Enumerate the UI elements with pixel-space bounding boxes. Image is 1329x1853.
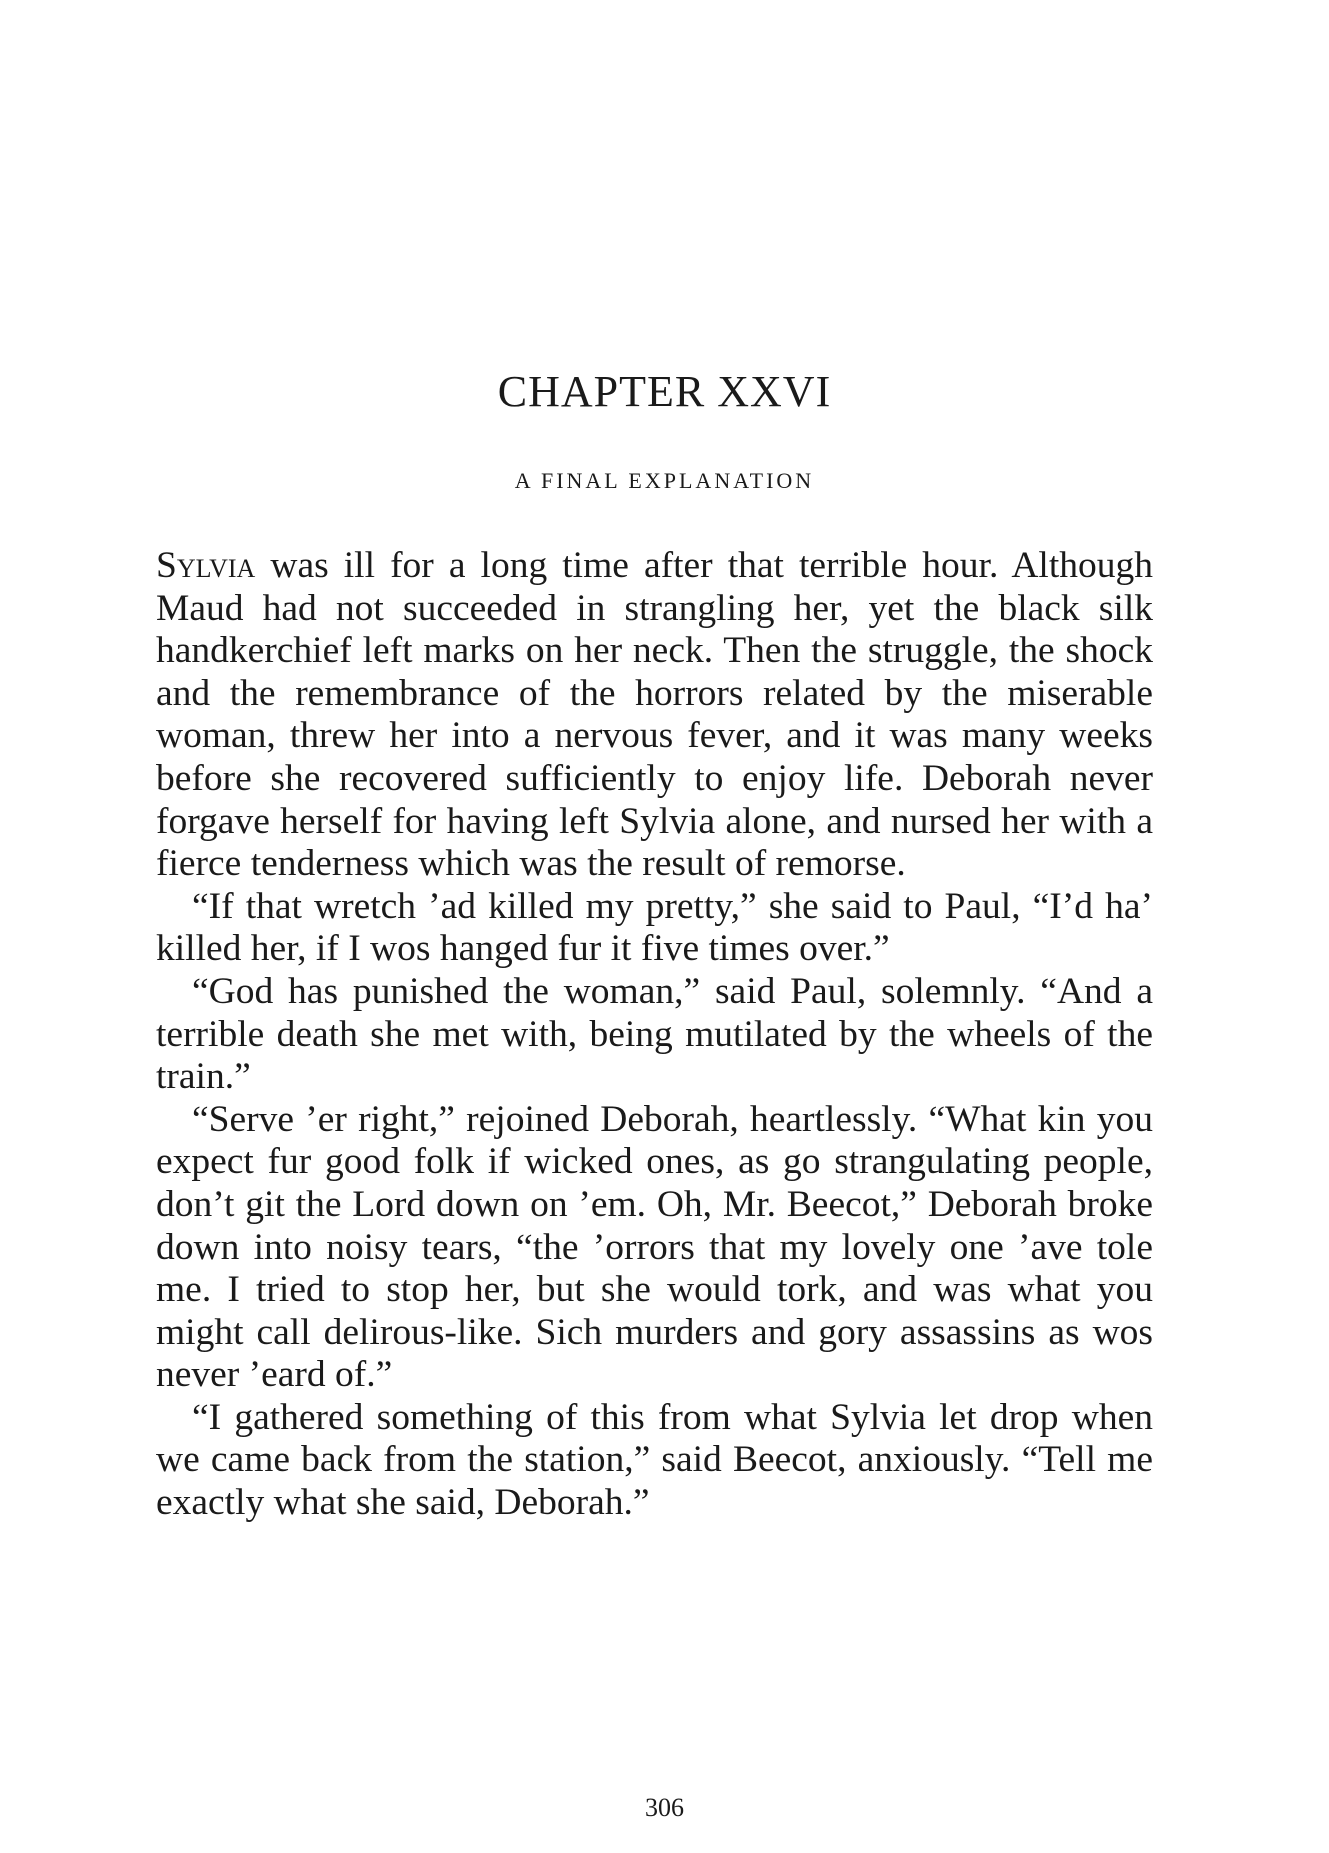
opening-word: Sylvia xyxy=(156,545,256,586)
paragraph-4: “Serve ’er right,” rejoined Deborah, heartlessly. “What kin you expect fur good folk if wicked ones, as go strangulating people, don’t git the Lord down on ’em. Oh, Mr. Beecot,” Deborah broke down into noisy tears, “the ’orrors that my lovely one ’ave tole me. I tried to stop her, but she would tork, and was what you might call delirous-like. Sich murders and gory assassins as wos never ’eard of.” xyxy=(156,1098,1153,1396)
paragraph-text: was ill for a long time after that terrible hour. Although Maud had not succeeded in strangling her, yet the black silk handkerchief left marks on her neck. Then the struggle, the shock and the remembrance of the horrors related by the miserable woman, threw her into a nervous fever, and it was many weeks before she recovered sufficiently to enjoy life. Deborah never forgave herself for having left Sylvia alone, and nursed her with a fierce tenderness which was the result of remorse. xyxy=(156,545,1153,885)
page-number: 306 xyxy=(645,1793,684,1822)
chapter-subtitle: A FINAL EXPLANATION xyxy=(514,468,815,493)
chapter-heading: CHAPTER XXVI xyxy=(497,367,832,416)
paragraph-5: “I gathered something of this from what Sylvia let drop when we came back from the station,” said Beecot, anxiously. “Tell me exactly what she said, Deborah.” xyxy=(156,1396,1153,1524)
paragraph-2: “If that wretch ’ad killed my pretty,” she said to Paul, “I’d ha’ killed her, if I wos hanged fur it five times over.” xyxy=(156,885,1153,970)
chapter-body xyxy=(156,545,1153,1525)
paragraph-1 xyxy=(156,545,1153,886)
paragraph-3: “God has punished the woman,” said Paul, solemnly. “And a terrible death she met with, being mutilated by the wheels of the train.” xyxy=(156,970,1153,1098)
